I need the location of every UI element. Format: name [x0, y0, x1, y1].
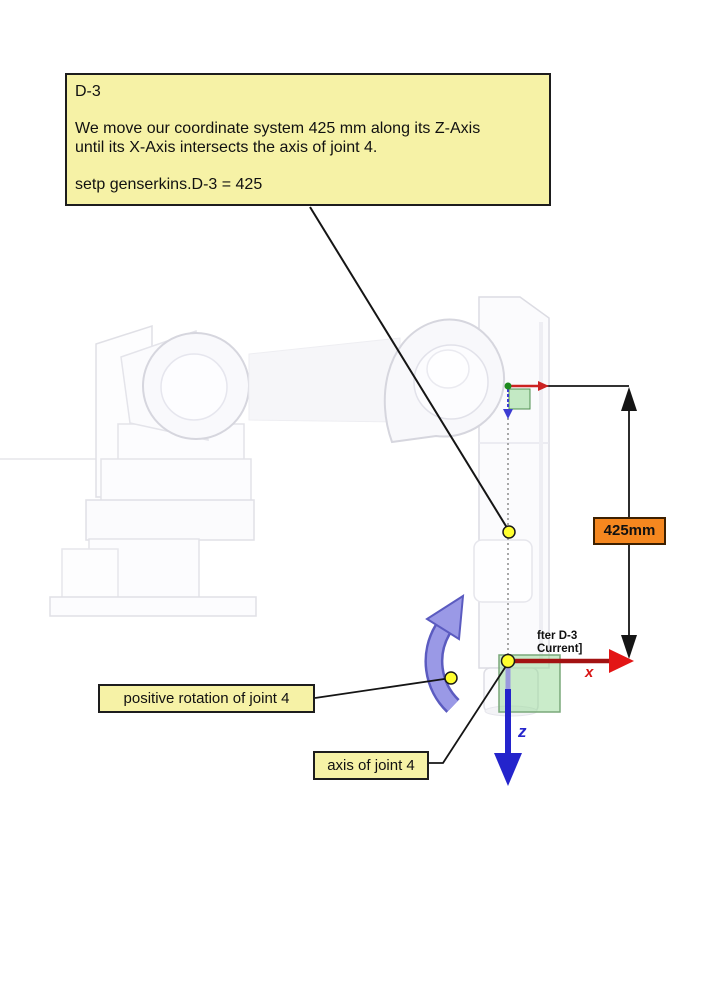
z-axis-arrowhead-icon	[494, 753, 522, 786]
z-axis-label: z	[518, 722, 527, 741]
robot-upper-arm-link	[249, 338, 400, 422]
robot-base-foot-flange	[50, 597, 256, 616]
robot-base-flange-wide	[86, 500, 254, 540]
note-spacer	[75, 157, 541, 175]
rotation-arrow-icon	[427, 596, 463, 706]
note-body-line1: We move our coordinate system 425 mm along its Z-Axis	[75, 120, 481, 137]
dimension-arrowhead-up-icon	[621, 387, 637, 411]
positive-rotation-label: positive rotation of joint 4	[98, 684, 315, 713]
x-axis-label: x	[585, 664, 594, 681]
note-command: setp genserkins.D-3 = 425	[75, 176, 263, 193]
robot-shoulder-cylinder-bore	[161, 354, 227, 420]
previous-frame-square	[509, 389, 530, 409]
robot-arm-render	[0, 297, 549, 716]
robot-base-flange-upper	[101, 459, 251, 501]
frame-caption-line1: fter D-3	[537, 630, 578, 642]
robot-elbow-bore	[427, 350, 469, 388]
frame-caption	[537, 630, 582, 656]
joint-axis-marker-dot	[503, 526, 515, 538]
robot-forearm-panel	[474, 540, 532, 602]
frame-origin-marker-dot	[502, 655, 515, 668]
note-title: D-3	[75, 83, 101, 100]
dimension-value-label: 425mm	[593, 517, 666, 545]
note-body-line2: until its X-Axis intersects the axis of joint 4.	[75, 139, 378, 156]
note-spacer	[75, 101, 541, 119]
frame-caption-line2: Current]	[537, 643, 583, 655]
dimension-arrowhead-down-icon	[621, 635, 637, 659]
previous-frame-origin-dot	[505, 383, 512, 390]
axis-of-joint-label: axis of joint 4	[313, 751, 429, 780]
rotation-marker-dot	[445, 672, 457, 684]
info-note	[65, 73, 551, 206]
